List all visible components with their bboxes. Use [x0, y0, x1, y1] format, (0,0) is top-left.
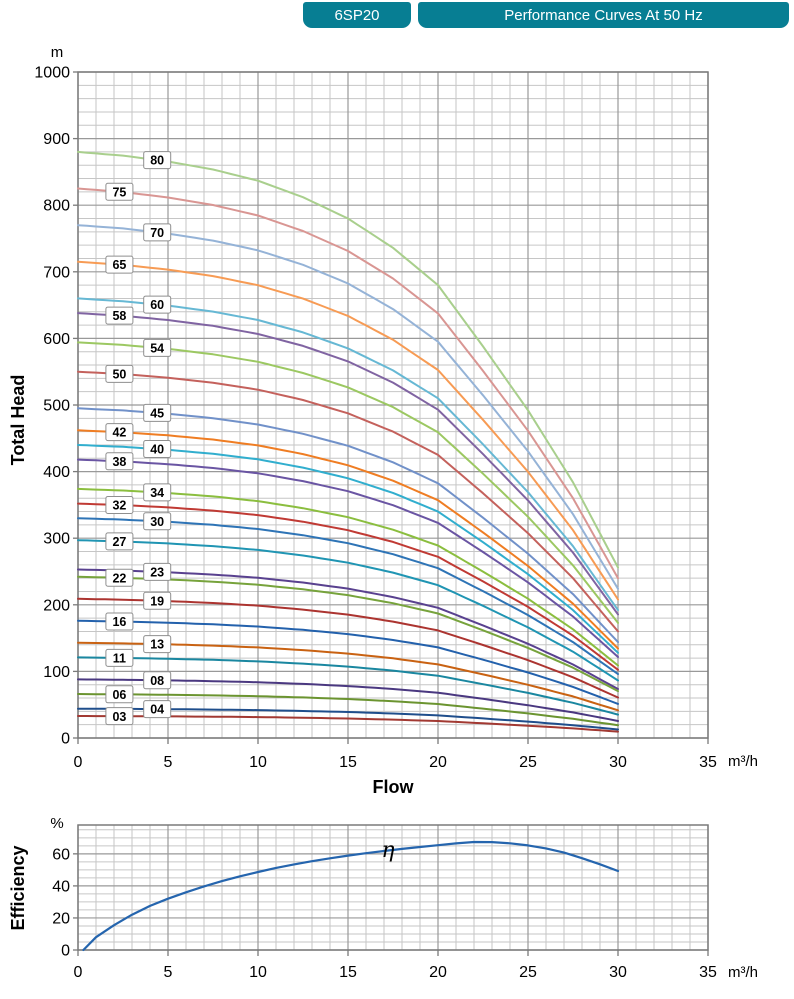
svg-text:22: 22 — [112, 571, 127, 586]
curve-label-22 — [106, 569, 133, 586]
svg-text:40: 40 — [150, 442, 165, 457]
curve-label-34 — [144, 484, 171, 501]
svg-text:65: 65 — [112, 258, 127, 273]
x-tick-label: 5 — [163, 754, 173, 771]
svg-text:45: 45 — [150, 406, 165, 421]
x-tick-label: 30 — [609, 964, 627, 981]
head-curve-labels — [106, 152, 171, 725]
efficiency-y-axis-title: Efficiency — [8, 845, 28, 931]
y-tick-label: 400 — [43, 464, 70, 482]
y-tick-label: 20 — [52, 910, 70, 928]
x-tick-label: 20 — [429, 964, 447, 981]
svg-text:19: 19 — [150, 594, 165, 609]
curve-label-03 — [106, 708, 133, 725]
curve-label-19 — [144, 592, 171, 609]
x-tick-label: 0 — [73, 964, 83, 981]
head-chart-axes — [34, 65, 717, 772]
curve-label-54 — [144, 339, 171, 356]
svg-text:50: 50 — [112, 367, 127, 382]
y-tick-label: 700 — [43, 264, 70, 282]
curve-label-06 — [106, 686, 133, 703]
curve-label-42 — [106, 424, 133, 441]
curve-label-32 — [106, 496, 133, 513]
x-tick-label: 25 — [519, 964, 537, 981]
x-tick-label: 0 — [73, 754, 83, 771]
curve-label-11 — [106, 649, 133, 666]
curve-label-27 — [106, 533, 133, 550]
svg-text:13: 13 — [150, 637, 165, 652]
svg-text:75: 75 — [112, 185, 127, 200]
svg-text:70: 70 — [150, 225, 165, 240]
curve-label-30 — [144, 513, 171, 530]
svg-text:08: 08 — [150, 673, 165, 688]
x-tick-label: 35 — [699, 964, 717, 981]
head-y-axis-title: Total Head — [8, 374, 28, 466]
svg-text:80: 80 — [150, 153, 165, 168]
y-tick-label: 200 — [43, 597, 70, 615]
svg-text:06: 06 — [112, 687, 127, 702]
svg-text:54: 54 — [150, 341, 165, 356]
curve-label-75 — [106, 183, 133, 200]
curve-label-58 — [106, 307, 133, 324]
x-tick-label: 15 — [339, 964, 357, 981]
curve-label-70 — [144, 224, 171, 241]
head-x-unit: m³/h — [728, 753, 758, 770]
svg-text:34: 34 — [150, 485, 165, 500]
y-tick-label: 800 — [43, 197, 70, 215]
x-tick-label: 15 — [339, 754, 357, 771]
curve-label-38 — [106, 453, 133, 470]
svg-text:16: 16 — [112, 615, 127, 630]
x-tick-label: 10 — [249, 754, 267, 771]
svg-text:04: 04 — [150, 702, 165, 717]
efficiency-y-unit: % — [50, 815, 64, 832]
eta-label: η — [381, 838, 395, 863]
svg-text:42: 42 — [112, 425, 127, 440]
y-tick-label: 40 — [52, 878, 70, 896]
curve-label-65 — [106, 256, 133, 273]
head-y-unit: m — [50, 44, 64, 61]
svg-text:30: 30 — [150, 514, 165, 529]
model-badge: 6SP20 — [303, 2, 411, 28]
y-tick-label: 0 — [61, 730, 70, 748]
y-tick-label: 100 — [43, 663, 70, 681]
y-tick-label: 900 — [43, 131, 70, 149]
curve-label-04 — [144, 701, 171, 718]
x-tick-label: 5 — [163, 964, 173, 981]
head-x-axis-title: Flow — [372, 777, 414, 797]
chart-title-badge: Performance Curves At 50 Hz — [418, 2, 789, 28]
y-tick-label: 1000 — [34, 64, 70, 82]
curve-label-13 — [144, 636, 171, 653]
x-tick-label: 20 — [429, 754, 447, 771]
x-tick-label: 30 — [609, 754, 627, 771]
svg-text:32: 32 — [112, 498, 127, 513]
curve-label-16 — [106, 613, 133, 630]
x-tick-label: 35 — [699, 754, 717, 771]
x-tick-label: 25 — [519, 754, 537, 771]
curve-label-80 — [144, 152, 171, 169]
curve-label-50 — [106, 365, 133, 382]
svg-text:38: 38 — [112, 454, 127, 469]
curve-label-60 — [144, 296, 171, 313]
efficiency-x-unit: m³/h — [728, 964, 758, 981]
curve-label-08 — [144, 672, 171, 689]
svg-text:23: 23 — [150, 565, 165, 580]
y-tick-label: 300 — [43, 530, 70, 548]
y-tick-label: 500 — [43, 397, 70, 415]
svg-text:58: 58 — [112, 309, 127, 324]
curve-label-45 — [144, 404, 171, 421]
y-tick-label: 60 — [52, 846, 70, 864]
x-tick-label: 10 — [249, 964, 267, 981]
y-tick-label: 0 — [61, 942, 70, 960]
curve-label-40 — [144, 441, 171, 458]
y-tick-label: 600 — [43, 330, 70, 348]
curve-label-23 — [144, 563, 171, 580]
svg-text:27: 27 — [112, 534, 127, 549]
svg-text:11: 11 — [112, 651, 127, 666]
svg-text:60: 60 — [150, 298, 165, 313]
svg-text:03: 03 — [112, 709, 127, 724]
efficiency-chart-axes — [52, 846, 717, 981]
